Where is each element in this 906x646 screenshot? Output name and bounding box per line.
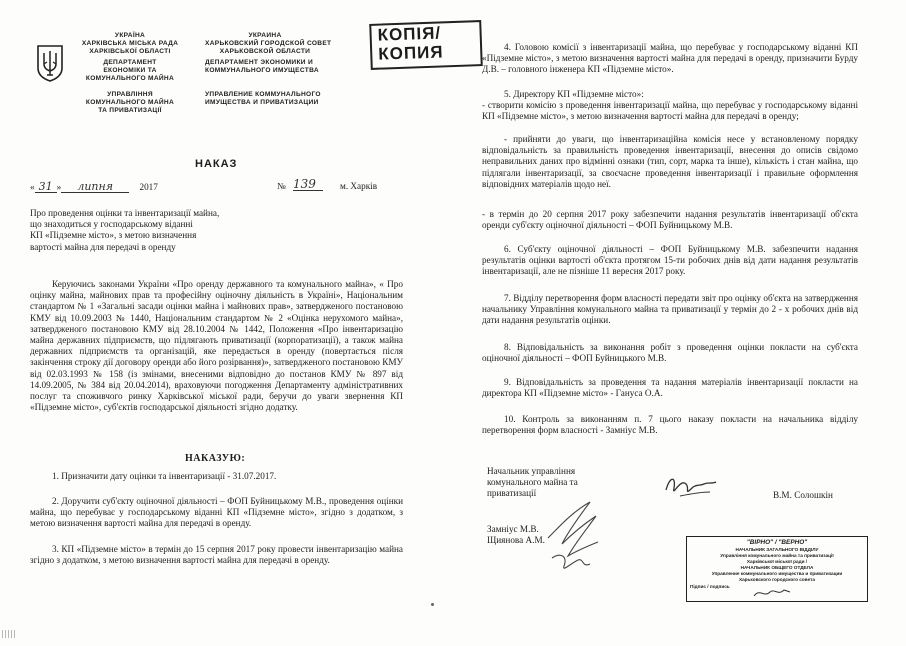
seal-line: НАЧАЛЬНИК ЗАГАЛЬНОГО ВІДДІЛУ xyxy=(735,547,819,552)
preamble-paragraph: Керуючись законами України «Про оренду державного та комунального майна», « Про оцінку майна, майнових прав та професійну оціночну діяльність в Україні», Національним стандартом № 1 «Загальні засади оцінки майна і майнових прав», затвердженого постановою КМУ від 10.09.2003 № 1440, Національним стандартом № 2 «Оцінка нерухомого майна», затвердженого постановою КМУ від 28.10.2004 № 1442, Положення «Про інвентаризацію майна державних підприємств, що підлягають приватизації (корпоратизації), а також майна державних підприємств та організацій, яке передається в оренду (повертається після закінчення строку дії договору оренди або його розірвання)», затвердженого постановою КМУ від 02.03.1993 № 158 (із змінами, внесеними відповідно до постанов КМУ № 897 від 14.09.2005, № 384 від 20.04.2014), враховуючи погодження Департаменту адміністративних послуг та споживчого ринку Харківської міської ради, беручи до уваги звернення КП «Підземне місто», суб'єктів господарської діяльності згідно додатку. xyxy=(30,279,403,413)
header-right-block xyxy=(205,32,365,107)
seal-footer: Підпис / подпись xyxy=(690,584,730,589)
copy-stamp xyxy=(369,20,483,70)
header-left-line: ЕКОНОМІКИ ТА xyxy=(103,67,157,74)
seal-line: Управление коммунального имущества и приватизации xyxy=(711,571,843,576)
date-day: 31 xyxy=(35,181,57,193)
order-item-5-heading: 5. Директору КП «Підземне місто»: xyxy=(504,89,644,99)
prepared-by xyxy=(487,524,545,546)
header-right-line: ИМУЩЕСТВА И ПРИВАТИЗАЦИИ xyxy=(205,99,319,106)
header-right-line: ХАРЬКОВСКИЙ ГОРОДСКОЙ СОВЕТ xyxy=(205,40,332,47)
order-item-5a: - створити комісію з проведення інвентаризації майна, що перебуває у господарському віданні КП «Підземне місто», з метою визначення вартості майна для передачі в оренду; xyxy=(482,100,858,122)
header-left-block xyxy=(70,32,190,115)
order-item-2: 2. Доручити суб'єкту оціночної діяльності – ФОП Буйницькому М.В., проведення оцінки майна, що перебуває у господарському віданні КП «Підземне місто», згідно з додатком, з метою визначення вартості майна для передачі в оренду. xyxy=(30,496,403,529)
header-left-line: КОМУНАЛЬНОГО МАЙНА xyxy=(85,99,175,106)
header-right-line: ДЕПАРТАМЕНТ ЭКОНОМИКИ И xyxy=(205,59,313,66)
order-item-7: 7. Відділу перетворення форм власності передати звіт про оцінку об'єкта на затвердження начальнику Управління комунального майна та приватизації у термін до 2 - х робочих днів від дати надання результатів оцінки. xyxy=(482,293,858,326)
header-left-line: КОМУНАЛЬНОГО МАЙНА xyxy=(85,75,175,82)
signatory-position xyxy=(487,466,637,500)
scan-mark xyxy=(431,603,434,606)
order-title: НАКАЗ xyxy=(195,158,238,170)
signatory-position-line: Начальник управління xyxy=(487,466,576,476)
number-label: № xyxy=(277,181,286,191)
seal-line: Управління комунального майна та приватизації xyxy=(720,553,834,558)
copy-stamp-line: КОПІЯ/ xyxy=(377,23,442,45)
order-number: 139 xyxy=(293,179,323,191)
date-open: « xyxy=(30,182,35,192)
header-left-line: ХАРКІВСЬКА МІСЬКА РАДА xyxy=(81,40,179,47)
date-mid: » xyxy=(56,182,62,192)
date-year: 2017 xyxy=(139,182,158,192)
order-city: м. Харків xyxy=(340,181,378,191)
order-item-4: 4. Головою комісії з інвентаризації майна, що перебуває у господарському віданні КП «Підземне місто», з метою визначення вартості майна для передачі в оренду, призначити Бурду Д.В. – головного інженера КП «Підземне місто». xyxy=(482,42,858,75)
order-item-5b: - прийняти до уваги, що інвентаризаційна комісія несе у встановленому порядку відповідальність за правильність проведення інвентаризації, внесення до описів свідомо неправильних даних про відмінні ознаки (тип, сорт, марка та інше), кількість і стан майна, що підлягали інвентаризації, за своєчасне проведення інвентаризації і правильне оформлення відповідних матеріалів щодо неї. xyxy=(482,134,858,189)
seal-title: "ВІРНО" / "ВЕРНО" xyxy=(746,539,808,546)
header-right-line: КОММУНАЛЬНОГО ИМУЩЕСТВА xyxy=(205,67,319,74)
order-item-10: 10. Контроль за виконанням п. 7 цього наказу покласти на начальника відділу перетворення форм власності - Замніус М.В. xyxy=(482,414,858,436)
subject-line: КП «Підземне місто», з метою визначення xyxy=(30,230,197,241)
coat-of-arms-icon xyxy=(36,44,64,82)
header-left-line: УПРАВЛІННЯ xyxy=(107,91,153,98)
date-month: липня xyxy=(61,181,129,193)
handwritten-signature-seal xyxy=(752,586,792,600)
prepared-by-line: Замніус М.В. xyxy=(487,524,539,534)
header-right-line: УПРАВЛЕНИЕ КОММУНАЛЬНОГО xyxy=(205,91,321,98)
seal-line: Харківської міської ради / xyxy=(746,559,808,564)
seal-line: НАЧАЛЬНИК ОБЩЕГО ОТДЕЛА xyxy=(740,565,814,570)
scan-mark xyxy=(2,630,16,638)
header-left-line: ТА ПРИВАТИЗАЦІЇ xyxy=(98,107,162,114)
signatory-position-line: приватизації xyxy=(487,488,537,499)
orders-heading: НАКАЗУЮ: xyxy=(185,453,246,464)
header-left-line: УКРАЇНА xyxy=(114,32,146,39)
subject-line: Про проведення оцінки та інвентаризації майна, xyxy=(30,208,220,218)
seal-line: Харьковского городского совета xyxy=(738,577,816,582)
order-item-9: 9. Відповідальність за проведення та надання матеріалів інвентаризації покласти на директора КП «Підземне місто» - Гануса О.А. xyxy=(482,377,858,399)
order-item-1: 1. Призначити дату оцінки та інвентаризації - 31.07.2017. xyxy=(52,471,277,481)
signatory-position-line: комунального майна та xyxy=(487,477,578,488)
handwritten-signature-executors xyxy=(538,498,608,578)
prepared-by-line: Щиянова А.М. xyxy=(487,535,545,546)
subject-line: що знаходиться у господарському віданні xyxy=(30,219,193,230)
subject-line: вартості майна для передачі в оренду xyxy=(30,241,176,252)
header-right-line: ХАРЬКОВСКОЙ ОБЛАСТИ xyxy=(219,48,311,55)
order-subject xyxy=(30,208,280,253)
copy-stamp-line: КОПИЯ xyxy=(377,42,444,64)
order-item-3: 3. КП «Підземне місто» в термін до 15 серпня 2017 року провести інвентаризацію майна згідно з додатком, з метою визначення вартості майна для передачі в оренду. xyxy=(30,544,403,566)
header-right-line: УКРАИНА xyxy=(248,32,282,39)
header-left-line: ДЕПАРТАМЕНТ xyxy=(103,59,157,66)
order-item-8: 8. Відповідальність за виконання робіт з проведення оцінки покласти на суб'єкта оціночної діяльності – ФОП Буйницького М.В. xyxy=(482,342,858,364)
order-item-6: 6. Суб'єкту оціночної діяльності – ФОП Буйницькому М.В. забезпечити надання результатів оцінки вартості об'єкта протягом 15-ти робочих днів від дати надання результатів інвентаризації, але не пізніше 11 вересня 2017 року. xyxy=(482,244,858,277)
signatory-name: В.М. Солошкін xyxy=(773,490,833,500)
header-left-line: ХАРКІВСЬКОЇ ОБЛАСТІ xyxy=(89,48,171,55)
order-item-5c: - в термін до 20 серпня 2017 року забезпечити надання результатів інвентаризації об'єкта оренди суб'єкту оціночної діяльності – ФОП Буйницькому М.В. xyxy=(482,209,858,231)
order-date-line xyxy=(30,177,430,195)
handwritten-signature-head xyxy=(660,470,720,506)
